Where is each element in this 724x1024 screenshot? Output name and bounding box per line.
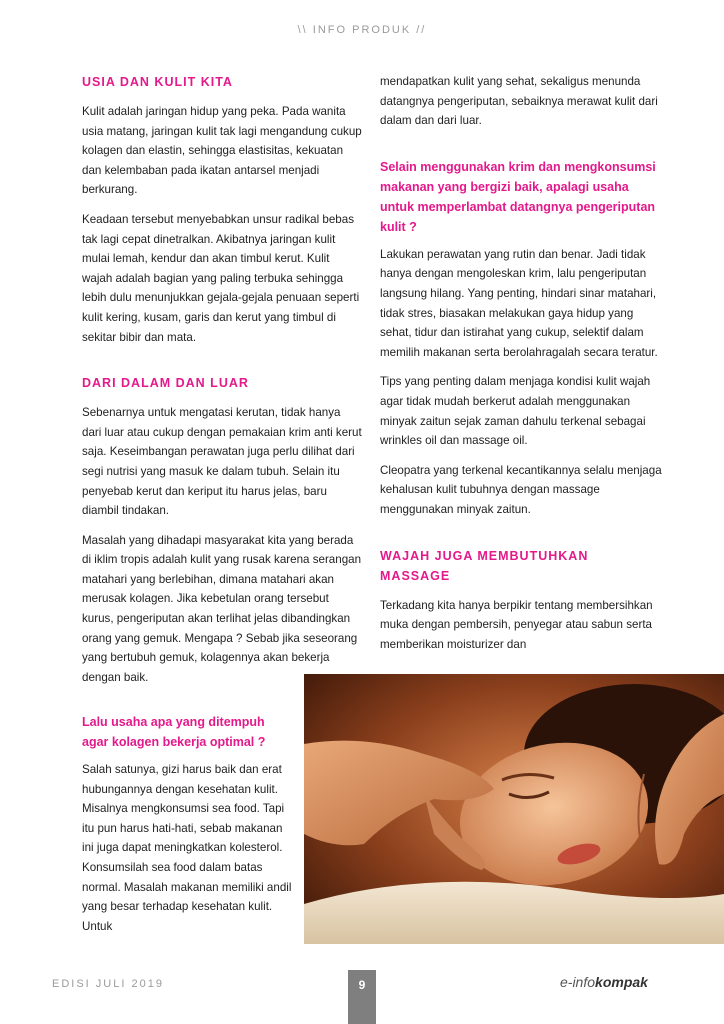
section-header: \\ INFO PRODUK // [297,24,427,36]
paragraph: Tips yang penting dalam menjaga kondisi kulit wajah agar tidak mudah berkerut adalah menggunakan minyak zaitun sejak zaman dahulu terkenal sebagai wrinkles oil dan massage oil. [380,375,651,448]
paragraph: Sebenarnya untuk mengatasi kerutan, tidak hanya dari luar atau cukup dengan pemakaian krim anti kerut saja. Keseimbangan perawatan juga perlu dilihat dari segi nutrisi yang masuk ke dalam tubuh. Selain itu penyebab kerut dan keriput itu harus jelas, baru diambil tindakan. [82,406,362,518]
heading-usia-dan-kulit: USIA DAN KULIT KITA [82,75,233,89]
page-number: 9 [358,978,366,992]
page-number-box [348,970,376,1024]
brand-bold: kompak [595,974,648,990]
heading-memperlambat-pengeriputan: Selain menggunakan krim dan mengkonsumsi makanan yang bergizi baik, apalagi usaha untuk memperlambat datangnya pengeriputan kulit ? [380,159,656,234]
paragraph: Masalah yang dihadapi masyarakat kita yang berada di iklim tropis adalah kulit yang rusak karena serangan matahari yang berlebihan, dimana matahari akan merusak kolagen. Jika kebetulan orang tersebut kurus, pengeriputan akan terlihat jelas dibandingkan orang yang gemuk. Mengapa ? Sebab jika seseorang yang bertubuh gemuk, kolagennya akan bekerja dengan baik. [82,533,362,684]
paragraph: Keadaan tersebut menyebabkan unsur radikal bebas tak lagi cepat dinetralkan. Akibatnya jaringan kulit mulai lemah, kendur dan akan timbul kerut. Kulit wajah adalah bagian yang paling terbuka sehingga lebih dulu menunjukkan gejala-gejala penuaan seperti kulit kering, kusam, garis dan kerut yang timbul di sekitar bibir dan mata. [82,212,360,344]
paragraph: Kulit adalah jaringan hidup yang peka. Pada wanita usia matang, jaringan kulit tak lagi mengandung cukup kolagen dan elastin, sehingga elastisitas, kekuatan dan kelembaban pada ikatan antarsel menjadi berkurang. [82,105,362,197]
heading-dari-dalam-dan-luar: DARI DALAM DAN LUAR [82,376,249,391]
edition-label: EDISI JULI 2019 [52,978,164,990]
heading-kolagen-optimal: Lalu usaha apa yang ditempuh agar kolagen bekerja optimal ? [82,715,266,749]
paragraph: Lakukan perawatan yang rutin dan benar. Jadi tidak hanya dengan mengoleskan krim, lalu pengeriputan langsung hilang. Yang penting, hindari sinar matahari, tidak stres, biasakan melakukan gaya hidup yang sehat, tidur dan istirahat yang cukup, selektif dalam memilih makanan serta berolahragalah secara teratur. [380,247,658,359]
left-bottom-column [82,712,292,946]
paragraph: Cleopatra yang terkenal kecantikannya selalu menjaga kehalusan kulit tubuhnya dengan massage menggunakan minyak zaitun. [380,463,662,516]
brand-logo [560,974,648,990]
right-column [380,72,662,664]
heading-wajah-massage: WAJAH JUGA MEMBUTUHKAN MASSAGE [380,548,589,583]
paragraph: Terkadang kita hanya berpikir tentang membersihkan muka dengan pembersih, penyegar atau sabun serta memberikan moisturizer dan [380,598,653,651]
paragraph: mendapatkan kulit yang sehat, sekaligus menunda datangnya pengeriputan, sebaiknya merawat kulit dari dalam dan dari luar. [380,75,658,128]
paragraph: Salah satunya, gizi harus baik dan erat hubungannya dengan kesehatan kulit. Misalnya mengkonsumsi sea food. Tapi itu pun harus hati-hati, sebab makanan ini juga dapat meningkatkan kolesterol. Konsumsilah sea food dalam batas normal. Masalah makanan memiliki andil yang besar terhadap kesehatan kulit. Untuk [82,763,292,933]
left-column [82,72,362,697]
facial-massage-photo [304,674,724,944]
brand-prefix: e-info [560,974,596,990]
